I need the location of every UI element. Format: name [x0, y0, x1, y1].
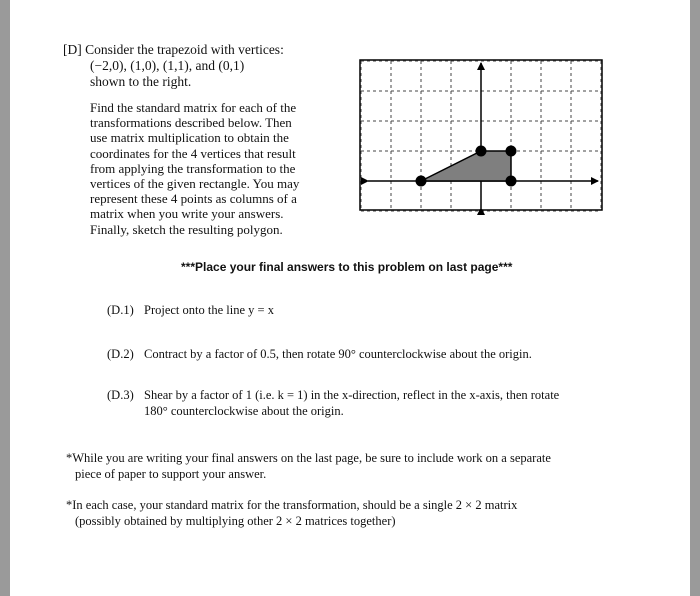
- vertex-point: [506, 146, 517, 157]
- task-label: (D.3): [107, 388, 134, 402]
- intro-line: Consider the trapezoid with vertices:: [85, 42, 284, 57]
- task-label: (D.2): [107, 347, 134, 361]
- footnote-text: *While you are writing your final answers on the last page, be sure to include work on a separate: [66, 451, 551, 465]
- task-d1: [107, 302, 274, 318]
- instruction-line: transformations described below. Then: [90, 115, 292, 131]
- instruction-line: matrix when you write your answers.: [90, 206, 284, 222]
- task-label: (D.1): [107, 303, 134, 317]
- footnote-text: *In each case, your standard matrix for the transformation, should be a single 2 × 2 matrix: [66, 498, 518, 512]
- footnote-matrix: [66, 497, 636, 529]
- problem-intro: [63, 42, 284, 90]
- instruction-line: Find the standard matrix for each of the: [90, 100, 297, 115]
- instruction-line: represent these 4 points as columns of a: [90, 191, 297, 207]
- vertex-point: [416, 176, 427, 187]
- trapezoid-graph: [358, 58, 608, 216]
- left-margin-bar: [0, 0, 10, 596]
- task-text: Project onto the line y = x: [144, 303, 274, 317]
- problem-label: [D]: [63, 42, 82, 57]
- instruction-line: vertices of the given rectangle. You may: [90, 176, 300, 192]
- instruction-line: coordinates for the 4 vertices that result: [90, 145, 296, 161]
- intro-line: shown to the right.: [90, 74, 192, 89]
- instruction-line: Finally, sketch the resulting polygon.: [90, 221, 283, 237]
- task-d2: [107, 346, 532, 362]
- vertices-text: (−2,0), (1,0), (1,1), and (0,1): [90, 58, 245, 73]
- footnote-text-continued: piece of paper to support your answer.: [75, 467, 267, 481]
- instruction-line: use matrix multiplication to obtain the: [90, 130, 289, 146]
- task-text: Contract by a factor of 0.5, then rotate 90° counterclockwise about the origin.: [144, 347, 532, 361]
- task-d3: [107, 387, 559, 419]
- right-margin-bar: [690, 0, 700, 596]
- footnote-work: [66, 450, 636, 482]
- instruction-line: from applying the transformation to the: [90, 160, 296, 176]
- final-answer-note: ***Place your final answers to this problem on last page***: [181, 260, 513, 274]
- vertex-point: [476, 146, 487, 157]
- vertex-point: [506, 176, 517, 187]
- footnote-text-continued: (possibly obtained by multiplying other 2 × 2 matrices together): [75, 514, 396, 528]
- task-text-continued: 180° counterclockwise about the origin.: [144, 404, 344, 418]
- task-text: Shear by a factor of 1 (i.e. k = 1) in the x-direction, reflect in the x-axis, then rotate: [144, 388, 560, 402]
- instructions-paragraph: [90, 100, 340, 237]
